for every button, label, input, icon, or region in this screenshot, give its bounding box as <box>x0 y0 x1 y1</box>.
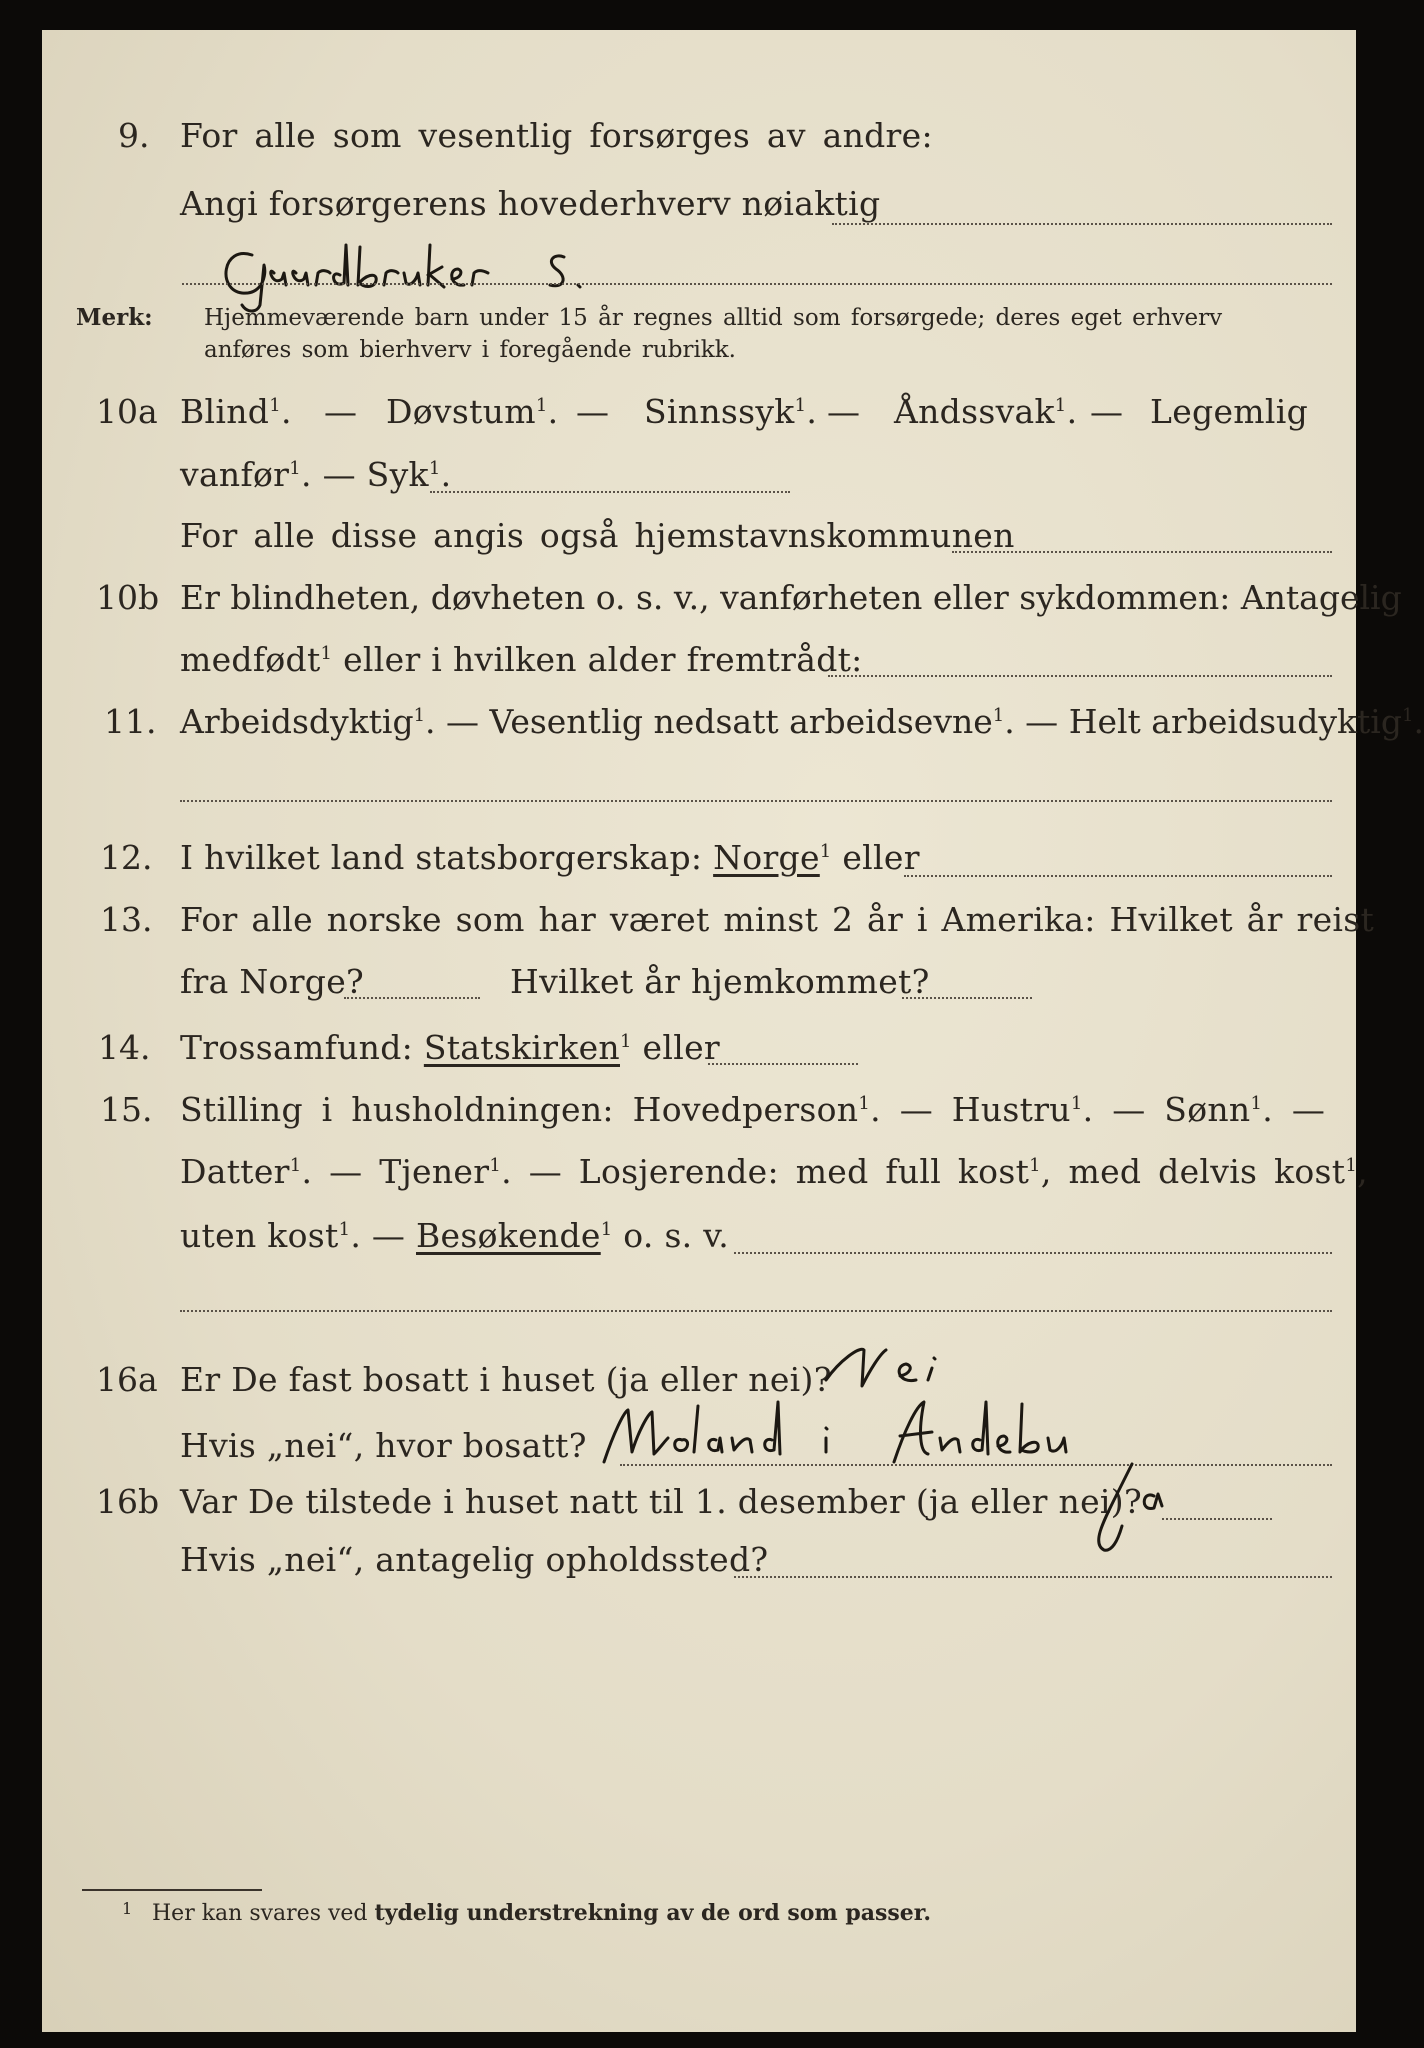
q10a-blind: Blind$^1$. <box>180 392 292 431</box>
q9-number: 9. <box>118 116 150 155</box>
census-form-page <box>42 30 1424 2032</box>
q10a-legemlig: Legemlig <box>1150 392 1309 431</box>
footnote-rule <box>82 1889 262 1891</box>
q16a-line2: Hvis „nei“, hvor bosatt? <box>180 1426 587 1465</box>
q10a-dovstum: Døvstum$^1$. <box>386 392 559 431</box>
q9-answer-line-2 <box>182 283 1332 285</box>
q10a-vanfor: vanfør$^1$. — Syk$^1$. <box>180 455 452 494</box>
q10b-answer-line <box>828 675 1332 677</box>
q14-text: Trossamfund: Statskirken$^1$ eller <box>180 1028 720 1067</box>
q10a-kommune-line <box>952 551 1332 553</box>
q15-line2: Datter$^1$. — Tjener$^1$. — Losjerende: med full kost$^1$, med delvis kost$^1$, <box>180 1152 1368 1191</box>
merk-line1: Hjemmeværende barn under 15 år regnes alltid som forsørgede; deres eget erhverv <box>204 305 1223 331</box>
merk-label: Merk: <box>76 304 153 331</box>
q12-answer-line <box>904 875 1332 877</box>
q15-line1: Stilling i husholdningen: Hovedperson$^1$. — Hustru$^1$. — Sønn$^1$. — <box>180 1090 1326 1129</box>
q10a-sinnssyk: Sinnssyk$^1$. <box>644 392 818 431</box>
q13-line1: For alle norske som har været minst 2 år i Amerika: Hvilket år reist <box>180 900 1375 939</box>
q13-line2b: Hvilket år hjemkommet? <box>510 962 930 1001</box>
q10b-line1: Er blindheten, døvheten o. s. v., vanførheten eller sykdommen: Antagelig <box>180 578 1402 617</box>
q15-answer-line-2 <box>180 1310 1332 1312</box>
q10b-line2: medfødt$^1$ eller i hvilken alder fremtrådt: <box>180 640 863 679</box>
q9-line1: For alle som vesentlig forsørges av andre: <box>180 116 933 155</box>
footnote-text: Her kan svares ved tydelig understrekning av de ord som passer. <box>152 1900 932 1926</box>
q16a-line1: Er De fast bosatt i huset (ja eller nei)? <box>180 1360 832 1399</box>
q13-line2a: fra Norge? <box>180 962 365 1001</box>
q10a-dash-1: — <box>324 392 358 431</box>
merk-line2: anføres som bierhverv i foregående rubrikk. <box>204 337 736 363</box>
q12-number: 12. <box>100 838 153 877</box>
q16a-number: 16a <box>96 1360 158 1399</box>
q16b-line2: Hvis „nei“, antagelig opholdssted? <box>180 1540 769 1579</box>
q16b-opholdssted-line <box>734 1576 1332 1578</box>
q16b-handwritten-answer1 <box>1082 1450 1202 1570</box>
q14-number: 14. <box>98 1028 151 1067</box>
q10a-andssvak: Åndssvak$^1$. <box>894 392 1078 431</box>
q13-number: 13. <box>100 900 153 939</box>
q14-statskirken-underlined: Statskirken <box>423 1028 620 1067</box>
q10a-syk-line <box>430 491 790 493</box>
q10b-number: 10b <box>96 578 160 617</box>
q11-number: 11. <box>104 702 157 741</box>
q10a-dash-2: — <box>576 392 610 431</box>
q11-answer-line <box>180 800 1332 802</box>
q15-besokende-underlined: Besøkende <box>416 1216 601 1255</box>
q16b-number: 16b <box>96 1482 160 1521</box>
q16b-answer-line <box>1162 1518 1272 1520</box>
q14-answer-line <box>708 1063 858 1065</box>
q15-line3: uten kost$^1$. — Besøkende$^1$ o. s. v. <box>180 1216 730 1255</box>
q9-answer-line <box>832 223 1332 225</box>
q10a-dash-3: — <box>827 392 861 431</box>
q16b-line1: Var De tilstede i huset natt til 1. desember (ja eller nei)? <box>180 1482 1142 1521</box>
footnote-mark: 1 <box>122 1899 133 1918</box>
q16a-handwritten-answer1 <box>820 1340 990 1400</box>
q13-reist-line <box>344 997 480 999</box>
q11-options: Arbeidsdyktig$^1$. — Vesentlig nedsatt arbeidsevne$^1$. — Helt arbeidsudyktig$^1$. <box>180 702 1424 741</box>
q15-answer-line <box>734 1252 1332 1254</box>
q16a-bosatt-line <box>620 1464 1332 1466</box>
q10a-dash-4: — <box>1090 392 1124 431</box>
q9-line2: Angi forsørgerens hovederhverv nøiaktig <box>180 184 881 223</box>
q10a-line3: For alle disse angis også hjemstavnskommunen <box>180 516 1015 555</box>
q12-norge-underlined: Norge <box>713 838 820 877</box>
q10a-number: 10a <box>96 392 158 431</box>
q13-hjem-line <box>902 997 1032 999</box>
q12-text: I hvilket land statsborgerskap: Norge$^1$ eller <box>180 838 920 877</box>
q15-number: 15. <box>100 1090 153 1129</box>
